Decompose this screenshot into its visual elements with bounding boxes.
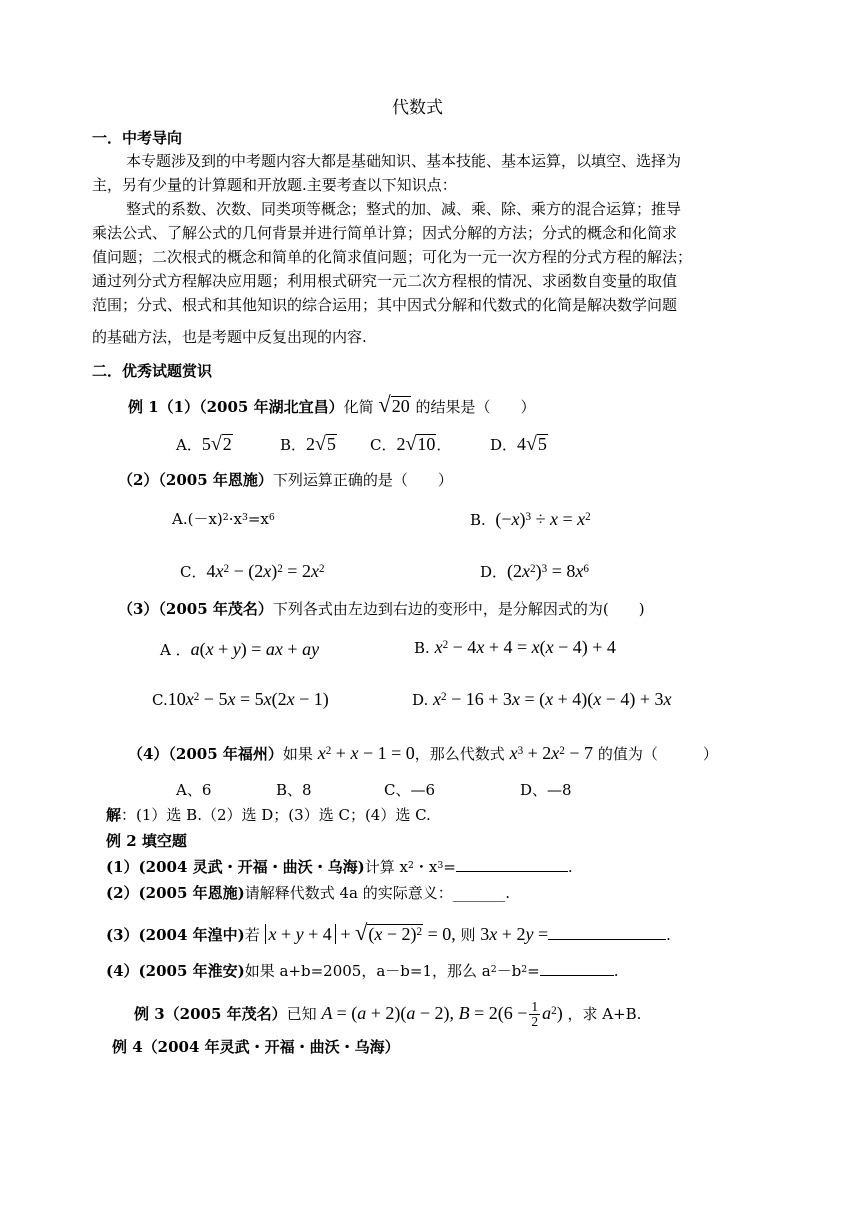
ex2-q3: (3）(2004 年湟中)若 $x + y + 4 + √(x - 2)^2 = 0$, 则 3x + 2y = .	[106, 920, 671, 945]
radicand: 20	[391, 396, 410, 416]
ex1-q2-option-b: B. $(-x)^3 \div x = x^2$	[470, 509, 591, 529]
ex1-q4: （4）（2005 年福州）如果 $x^2 + x - 1 = 0$，那么代数式 $x^3 + 2x^2 - 7$ 的值为（ ）	[128, 743, 718, 763]
ex1-q2-label: （2）（2005 年恩施）	[118, 471, 273, 489]
section-heading-2: 二．优秀试题赏识	[92, 362, 213, 380]
intro-line: 值问题；二次根式的概念和简单的化简求值问题；可化为一元一次方程的分式方程的解法；	[92, 248, 693, 266]
ex1-q4-option-a: A、6	[176, 781, 212, 799]
ex1-q3-label: （3）（2005 年茂名）	[118, 600, 273, 618]
ex1-q2-text: 下列运算正确的是（ ）	[272, 471, 453, 489]
ex1-answer: 解：(1）选 B.（2）选 D；(3）选 C；(4）选 C.	[106, 806, 431, 824]
ex1-q1-text: 化简	[343, 398, 374, 416]
ex1-q1: 例 1（1）（2005 年湖北宜昌）化简 √20 的结果是（ ）	[128, 392, 536, 417]
ex3: 例 3（2005 年茂名）已知 A = (a + 2)(a − 2), B = 2(6 − $\frac{1}{2}$ $a^2$) ，求 A+B.	[134, 999, 642, 1030]
ex2-q2: (2）(2005 年恩施)请解释代数式 4a 的实际意义：_______.	[106, 884, 510, 902]
ex1-q1-label: 例 1（1）（2005 年湖北宜昌）	[128, 398, 344, 416]
ex1-q4-label: （4）（2005 年福州）	[128, 745, 283, 763]
ex1-q2-option-c: C．$4x^2 - (2x)^2 = 2x^2$	[180, 561, 325, 581]
ex2-heading: 例 2 填空题	[106, 832, 187, 850]
intro-line: 主，另有少量的计算题和开放题.主要考查以下知识点：	[92, 176, 457, 194]
ex1-q4-option-d: D、—8	[520, 781, 572, 799]
ex4-heading: 例 4（2004 年灵武・开福・曲沃・乌海）	[112, 1038, 400, 1056]
ex1-q2-option-d: D．$(2x^2)^3 = 8x^6$	[480, 561, 589, 581]
ex1-q4-option-b: B、8	[276, 781, 312, 799]
ex1-q3-text: 下列各式由左边到右边的变形中，是分解因式的为( )	[272, 600, 645, 618]
intro-line: 本专题涉及到的中考题内容大都是基础知识、基本技能、基本运算，以填空、选择为	[126, 152, 682, 170]
ex1-q3-option-c: $C.10x^2 - 5x = 5x(2x - 1)$	[152, 689, 329, 709]
ex1-q2-option-a: $A.(-x)^2\cdot x^3=x^6$	[172, 510, 275, 528]
intro-line: 的基础方法，也是考题中反复出现的内容.	[92, 328, 367, 346]
ex1-q1-tail: 的结果是（ ）	[415, 398, 536, 416]
intro-line: 范围；分式、根式和其他知识的综合运用；其中因式分解和代数式的化简是解决数学问题	[92, 296, 678, 314]
ex1-q3-option-b: B. $x^2 - 4x + 4 = x(x - 4) + 4$	[414, 637, 616, 657]
ex1-q4-option-c: C、—6	[384, 781, 436, 799]
ex1-q3-option-d: D. $x^2 - 16 + 3x = (x + 4)(x - 4) + 3x$	[412, 689, 672, 709]
section-heading-1: 一．中考导向	[92, 129, 183, 147]
intro-line: 整式的系数、次数、同类项等概念；整式的加、减、乘、除、乘方的混合运算；推导	[126, 200, 682, 218]
intro-line: 通过列分式方程解决应用题；利用根式研究一元二次方程根的情况、求函数自变量的取值	[92, 272, 678, 290]
ex2-q4: (4）(2005 年淮安)如果 a+b=2005，a－b=1，那么 $a^2-b^2=$ .	[106, 962, 619, 980]
ex1-q3	[118, 602, 645, 617]
ex2-q1: (1）(2004 灵武・开福・曲沃・乌海)计算 $x^2$・$x^3=$ .	[106, 858, 573, 876]
intro-line: 乘法公式、了解公式的几何背景并进行简单计算；因式分解的方法；分式的概念和化简求	[92, 224, 678, 242]
ex1-q1-option-c: C．2√10．	[370, 433, 452, 455]
ex1-q2	[118, 473, 453, 488]
ex1-q3-option-a: A ．a(x + y) = ax + ay	[160, 639, 320, 659]
page-title: 代数式	[392, 98, 443, 118]
ex1-q1-option-b: B．2√5	[280, 433, 336, 455]
ex1-q1-option-d: D．4√5	[490, 433, 547, 455]
ex1-q1-option-a: A．5√2	[176, 433, 232, 455]
